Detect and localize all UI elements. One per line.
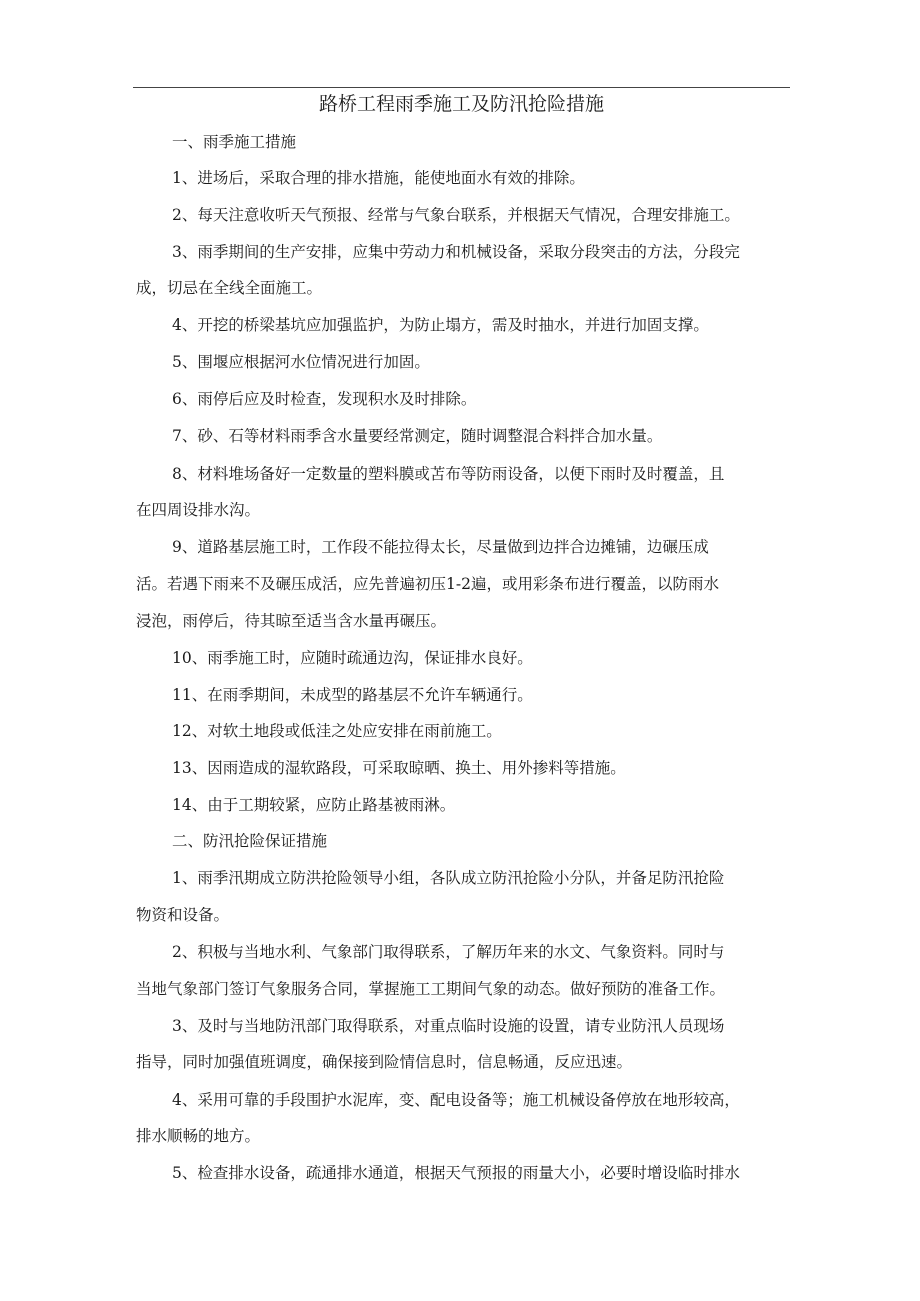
paragraph-line: 2、积极与当地水利、气象部门取得联系，了解历年来的水文、气象资料。同时与 [172,943,725,961]
paragraph-line: 9、道路基层施工时，工作段不能拉得太长，尽量做到边拌合边摊铺，边碾压成 [172,538,709,556]
section-heading-2: 二、防汛抢险保证措施 [172,832,328,850]
paragraph-line: 8、材料堆场备好一定数量的塑料膜或苫布等防雨设备，以便下雨时及时覆盖，且 [172,465,725,483]
section-heading-1: 一、雨季施工措施 [172,133,297,151]
paragraph-line: 5、检查排水设备，疏通排水通道，根据天气预报的雨量大小，必要时增设临时排水 [172,1164,740,1182]
paragraph-line: 3、雨季期间的生产安排，应集中劳动力和机械设备，采取分段突击的方法，分段完 [172,243,740,261]
paragraph-line: 指导，同时加强值班调度，确保接到险情信息时，信息畅通，反应迅速。 [136,1053,633,1071]
paragraph-line: 11、在雨季期间，未成型的路基层不允许车辆通行。 [172,686,533,704]
paragraph-line: 成，切忌在全线全面施工。 [136,279,323,297]
paragraph-line: 排水顺畅的地方。 [136,1127,261,1145]
paragraph-line: 7、砂、石等材料雨季含水量要经常测定，随时调整混合料拌合加水量。 [172,427,663,445]
paragraph-line: 2、每天注意收听天气预报、经常与气象台联系，并根据天气情况，合理安排施工。 [172,206,740,224]
paragraph-line: 4、采用可靠的手段围护水泥库，变、配电设备等；施工机械设备停放在地形较高， [172,1091,740,1109]
paragraph-line: 1、进场后，采取合理的排水措施，能使地面水有效的排除。 [172,169,585,187]
header-rule [133,87,790,88]
paragraph-line: 在四周设排水沟。 [136,501,261,519]
paragraph-line: 4、开挖的桥梁基坑应加强监护，为防止塌方，需及时抽水，并进行加固支撑。 [172,316,709,334]
paragraph-line: 3、及时与当地防汛部门取得联系，对重点临时设施的设置，请专业防汛人员现场 [172,1017,725,1035]
paragraph-line: 10、雨季施工时，应随时疏通边沟，保证排水良好。 [172,649,533,667]
paragraph-line: 当地气象部门签订气象服务合同，掌握施工工期间气象的动态。做好预防的准备工作。 [136,980,726,998]
paragraph-line: 活。若遇下雨来不及碾压成活，应先普遍初压1-2遍，或用彩条布进行覆盖，以防雨水 [136,575,719,593]
paragraph-line: 6、雨停后应及时检查，发现积水及时排除。 [172,390,477,408]
paragraph-line: 1、雨季汛期成立防洪抢险领导小组，各队成立防汛抢险小分队，并备足防汛抢险 [172,869,725,887]
paragraph-line: 物资和设备。 [136,906,230,924]
paragraph-line: 5、围堰应根据河水位情况进行加固。 [172,353,430,371]
paragraph-line: 浸泡，雨停后，待其晾至适当含水量再碾压。 [136,612,447,630]
paragraph-line: 14、由于工期较紧，应防止路基被雨淋。 [172,796,456,814]
paragraph-line: 13、因雨造成的湿软路段，可采取晾晒、换土、用外掺料等措施。 [172,759,626,777]
document-title: 路桥工程雨季施工及防汛抢险措施 [318,93,604,115]
paragraph-line: 12、对软土地段或低洼之处应安排在雨前施工。 [172,722,502,740]
